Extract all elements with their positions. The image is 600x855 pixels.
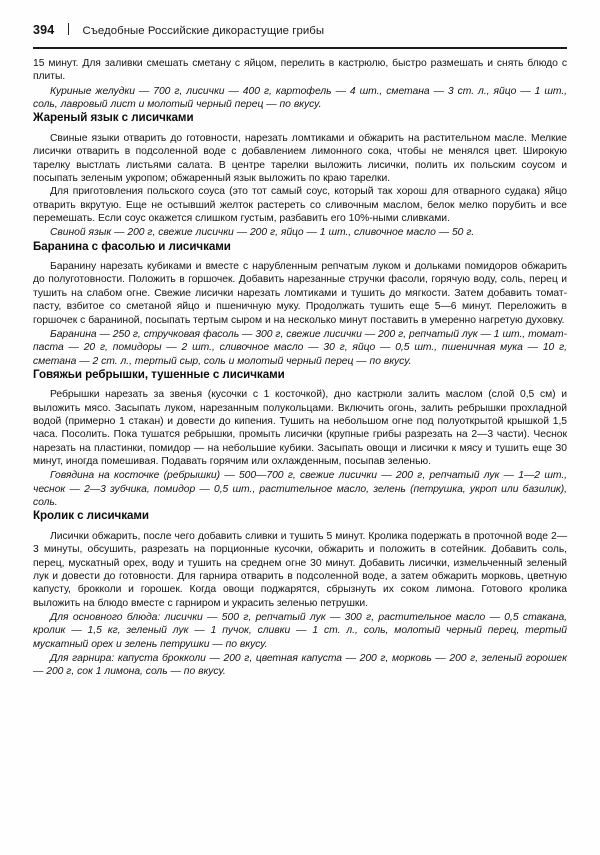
recipe-3-ingredients: Говядина на косточке (ребрышки) — 500—700 г, свежие лисички — 200 г, репчатый лук — 1—2 шт., чеснок — 2—3 зубчика, помидор — 0,5 шт., растительное масло, зелень (петрушка, укроп или базилик), соль.: [33, 470, 567, 509]
recipe-title-1: Жареный язык с лисичками: [33, 111, 194, 125]
recipe-title-3: Говяжьи ребрышки, тушенные с лисичками: [33, 367, 285, 381]
header-rule: [33, 47, 567, 49]
recipe-4-ingredients-garnish: Для гарнира: капуста брокколи — 200 г, цветная капуста — 200 г, морковь — 200 г, зеленый горошек — 200 г, сок 1 лимона, соль — по вкусу.: [33, 653, 567, 678]
recipe-3-paragraph-1: Ребрышки нарезать за звенья (кусочки с 1 косточкой), дно кастрюли залить маслом (слой 0,5 см) и выложить мясо. Засыпать луком, нарезанным полукольцами. Включить огонь, залить ребрышки прохладной водой (примерно 1 стакан) и довести до кипения. Тушить на небольшом огне под полуоткрытой крышкой 1,5 часа. Посолить. Пока тушатся ребрышки, промыть лисички (крупные грибы разрезать на 2—3 части). Чеснок нарезать на пластинки, помидор — на небольшие кубики. Засыпать овощи и лисички к мясу и тушить еще 30 минут, иногда помешивая. Подавать горячим или охлажденным, посыпав зеленью.: [33, 389, 567, 468]
recipe-title-4: Кролик с лисичками: [33, 509, 149, 523]
recipe-2-ingredients: Баранина — 250 г, стручковая фасоль — 300 г, свежие лисички — 200 г, репчатый лук — 1 шт., томат-паста — 20 г, помидоры — 2 шт., сливочное масло — 30 г, яйцо — 0,5 шт., пшеничная мука — 10 г, сметана — 2 ст. л., тертый сыр, соль и молотый черный перец — по вкусу.: [33, 328, 567, 367]
recipe-1-ingredients: Свиной язык — 200 г, свежие лисички — 200 г, яйцо — 1 шт., сливочное масло — 50 г.: [50, 227, 475, 239]
running-head-separator: [68, 23, 69, 35]
recipe-2-paragraph-1: Баранину нарезать кубиками и вместе с нарубленным репчатым луком и дольками помидоров обжарить до полуготовности. Положить в горшочек. Добавить нарезанные стручки фасоли, горячую воду, соль, перец и тушить на слабом огне. Свежие лисички нарезать ломтиками и тушить до мягкости. Затем добавить томат-пасту, взбитое со сметаной яйцо и пшеничную муку. Продолжать тушить еще 5—6 минут. Переложить в горшочек с бараниной, посыпать тертым сыром и на несколько минут поставить в умеренно нагретую духовку.: [33, 261, 567, 326]
recipe-4-ingredients-main: Для основного блюда: лисички — 500 г, репчатый лук — 300 г, растительное масло — 0,5 стакана, кролик — 1,5 кг, зеленый лук — 1 пучок, сливки — 1 ст. л., соль, молотый черный перец, тертый мускатный орех и зелень петрушки — по вкусу.: [33, 612, 567, 650]
recipe-1-paragraph-1: Свиные языки отварить до готовности, нарезать ломтиками и обжарить на растительном масле. Мелкие лисички отварить в подсоленной воде с добавлением лимонного сока, чтобы не менялся цвет. Широкую тарелку выстлать листьями салата. В центре тарелки выложить лисички, полить их польским соусом и посыпать зеленым укропом; обжаренный язык выложить по краю тарелки.: [33, 132, 567, 184]
continued-paragraph: 15 минут. Для заливки смешать сметану с яйцом, перелить в кастрюлю, быстро размешать и снять блюдо с плиты.: [33, 58, 567, 83]
running-head: [33, 22, 567, 37]
recipe-title-2: Баранина с фасолью и лисичками: [33, 239, 231, 253]
page-number: 394: [33, 23, 55, 37]
text-column: [33, 57, 567, 679]
recipe-4-paragraph-1: Лисички обжарить, после чего добавить сливки и тушить 5 минут. Кролика подержать в проточной воде 2—3 минуты, обсушить, разрезать на порционные кусочки, обжарить и положить в сотейник. Добавить соль, перец, мускатный орех, воду и тушить на среднем огне 30 минут. Добавить лисички, измельченный зеленый лук и довести до готовности. Для гарнира отварить в подсоленной воде, а затем обжарить морковь, цветную капусту, брокколи и горошек. Когда овощи поджарятся, сбрызнуть их соком лимона. Готового кролика выложить на блюдо вместе с гарниром и украсить зеленью петрушки.: [33, 530, 567, 609]
recipe-1-paragraph-2: Для приготовления польского соуса (это тот самый соус, который так хорош для отварного судака) яйцо отварить вкрутую. Еще не остывший желток растереть со сливочным маслом, белок мелко порубить и все перемешать. Если соус окажется слишком густым, разбавить его 10%-ными сливками.: [33, 186, 567, 224]
continued-ingredients: Куриные желудки — 700 г, лисички — 400 г, картофель — 4 шт., сметана — 3 ст. л., яйцо — 1 шт., соль, лавровый лист и молотый черный перец — по вкусу.: [33, 85, 567, 111]
book-title: Съедобные Российские дикорастущие грибы: [82, 25, 325, 37]
